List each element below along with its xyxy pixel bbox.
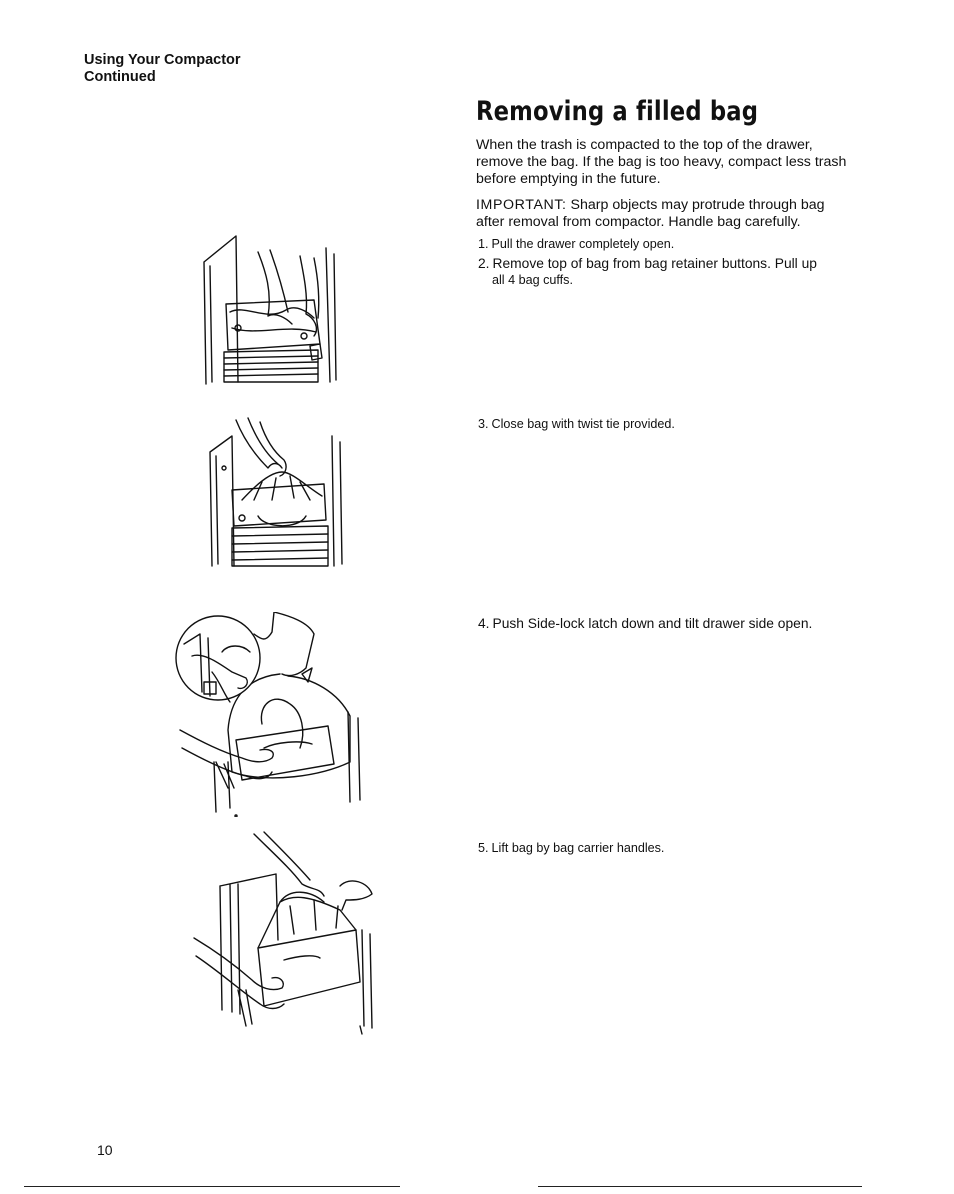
step-text: Remove top of bag from bag retainer buttons. Pull up bbox=[492, 256, 817, 271]
step-4 bbox=[478, 615, 858, 632]
illustration-lift-bag-handles bbox=[190, 830, 385, 1035]
illustration-twist-tie bbox=[202, 416, 352, 571]
section-title: Using Your Compactor bbox=[84, 52, 241, 68]
step-2 bbox=[478, 255, 858, 289]
important-text: Sharp objects may protrude through bag after removal from compactor. Handle bag carefully. bbox=[476, 197, 825, 230]
step-3 bbox=[478, 416, 858, 433]
step-number: 3. bbox=[478, 417, 489, 431]
footer-rule-left bbox=[24, 1186, 400, 1187]
page-number: 10 bbox=[97, 1142, 113, 1158]
illustration-pull-bag-cuffs bbox=[196, 232, 346, 387]
section-header bbox=[84, 52, 241, 86]
step-number: 4. bbox=[478, 616, 490, 631]
step-text: Close bag with twist tie provided. bbox=[491, 417, 675, 431]
step-text: Push Side-lock latch down and tilt drawer side open. bbox=[492, 616, 813, 631]
page-title: Removing a filled bag bbox=[476, 96, 759, 127]
step-1 bbox=[478, 236, 858, 253]
step-text: Pull the drawer completely open. bbox=[491, 237, 675, 251]
step-number: 1. bbox=[478, 237, 489, 251]
important-note bbox=[476, 197, 856, 231]
step-text: Lift bag by bag carrier handles. bbox=[491, 841, 665, 855]
section-continued: Continued bbox=[84, 69, 156, 85]
important-label: IMPORTANT: bbox=[476, 197, 567, 213]
footer-rule-right bbox=[538, 1186, 862, 1187]
step-number: 2. bbox=[478, 256, 490, 271]
step-continuation: all 4 bag cuffs. bbox=[492, 273, 573, 287]
step-5 bbox=[478, 840, 858, 857]
intro-paragraph: When the trash is compacted to the top of the drawer, remove the bag. If the bag is too heavy, compact less trash before emptying in the future. bbox=[476, 137, 847, 187]
step-number: 5. bbox=[478, 841, 489, 855]
illustration-side-lock-latch bbox=[172, 612, 367, 817]
